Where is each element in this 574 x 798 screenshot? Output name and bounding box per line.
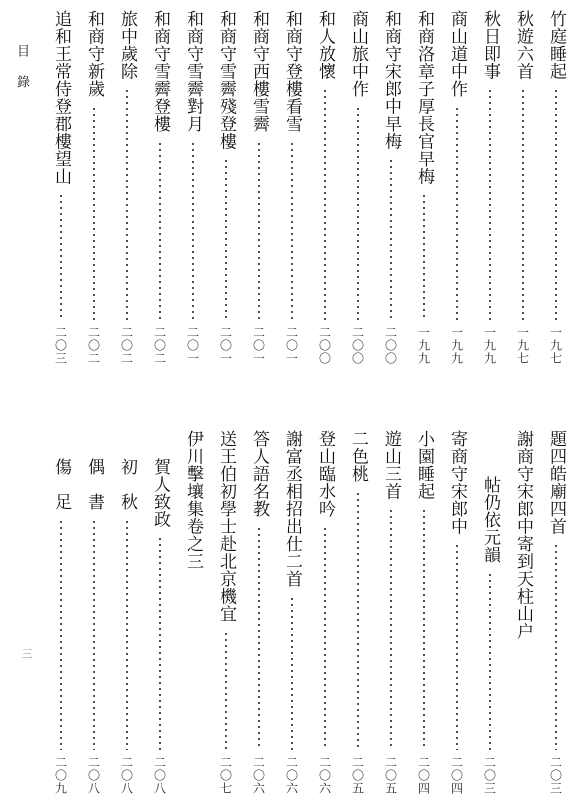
toc-entry-column <box>374 8 407 368</box>
toc-entry-page: 二〇一 <box>251 326 266 365</box>
toc-entry-page: 二〇三 <box>482 756 497 795</box>
toc-entry-title: 送王伯初學士赴北京機宜 <box>216 430 236 623</box>
toc-entry-column <box>341 428 374 796</box>
toc-entry-title: 登山臨水吟 <box>315 430 335 518</box>
toc-entry-column <box>242 428 275 796</box>
toc-entry-page: 二〇五 <box>383 756 398 795</box>
dot-leader <box>555 88 557 320</box>
dot-leader <box>192 141 194 321</box>
toc-entry[interactable] <box>176 428 209 796</box>
toc-entry-page: 二〇三 <box>548 756 563 795</box>
toc-entry-title: 和商守雪霽殘登樓 <box>216 10 236 150</box>
toc-entry[interactable] <box>242 8 275 368</box>
toc-entry[interactable] <box>506 428 539 796</box>
toc-entry[interactable] <box>308 428 341 796</box>
toc-entry[interactable] <box>143 8 176 368</box>
toc-entry-column <box>341 8 374 368</box>
toc-entry-page: 二〇六 <box>251 756 266 795</box>
toc-entry-title: 商山道中作 <box>447 10 467 98</box>
dot-leader <box>225 631 227 751</box>
toc-entry-column <box>506 428 539 796</box>
toc-entry-column <box>77 428 110 796</box>
toc-entry-page: 二〇三 <box>53 326 68 365</box>
toc-entry[interactable] <box>110 428 143 796</box>
toc-entry-title: 謝商守宋郎中寄到天柱山户 <box>513 430 533 640</box>
dot-leader <box>423 508 425 750</box>
toc-entry-title: 小園睡起 <box>414 430 434 500</box>
toc-entry-title: 帖仍依元韻 <box>480 476 500 564</box>
toc-entry-title: 謝富丞相招出仕二首 <box>282 430 302 588</box>
dot-leader <box>456 106 458 321</box>
toc-entry[interactable] <box>374 8 407 368</box>
toc-entry[interactable] <box>539 8 572 368</box>
dot-leader <box>291 596 293 751</box>
toc-entry-title: 和商守宋郎中早梅 <box>381 10 401 150</box>
toc-entry-page: 一九九 <box>416 326 431 365</box>
toc-entry-column <box>110 428 143 796</box>
toc-entry-title: 遊山三首 <box>381 430 401 500</box>
toc-entry-title: 偶 書 <box>84 458 104 511</box>
toc-entry-page: 二〇一 <box>185 326 200 365</box>
toc-entry-page: 二〇二 <box>86 326 101 365</box>
toc-entry-title: 秋遊六首 <box>513 10 533 80</box>
toc-entry-page: 二〇一 <box>218 326 233 365</box>
toc-entry[interactable] <box>308 8 341 368</box>
toc-entry-title: 題四皓廟四首 <box>546 430 566 535</box>
toc-entry-column <box>374 428 407 796</box>
dot-leader <box>489 572 491 751</box>
dot-leader <box>456 543 458 750</box>
toc-entry-title: 和商守新歲 <box>84 10 104 98</box>
toc-entry-page: 二〇八 <box>86 756 101 795</box>
toc-entry[interactable] <box>473 428 506 796</box>
toc-entry-title: 追和王常侍登郡樓望山 <box>51 10 71 185</box>
toc-entry-column <box>77 8 110 368</box>
toc-entry-column <box>275 8 308 368</box>
toc-entry-column <box>176 428 209 796</box>
toc-entry-column <box>308 8 341 368</box>
toc-entry-page: 二〇五 <box>350 756 365 795</box>
dot-leader <box>60 519 62 751</box>
toc-entry-title: 賀人致政 <box>150 458 170 528</box>
toc-entry-page: 一九九 <box>449 326 464 365</box>
dot-leader <box>357 491 359 751</box>
toc-entry-column <box>473 8 506 368</box>
toc-entry[interactable] <box>44 8 77 368</box>
dot-leader <box>159 536 161 750</box>
page-number: 三 <box>20 648 33 659</box>
toc-entry[interactable] <box>77 8 110 368</box>
toc-entry-title: 秋日即事 <box>480 10 500 80</box>
toc-entry[interactable] <box>209 428 242 796</box>
dot-leader <box>522 88 524 320</box>
toc-entry-column <box>44 8 77 368</box>
toc-entry-column <box>209 428 242 796</box>
running-header: 目錄 <box>14 44 29 106</box>
toc-entry-column <box>242 8 275 368</box>
dot-leader <box>423 193 425 320</box>
toc-entry-page: 二〇二 <box>152 326 167 365</box>
toc-entry[interactable] <box>176 8 209 368</box>
toc-bottom-section <box>52 428 572 796</box>
toc-entry-title: 商山旅中作 <box>348 10 368 98</box>
toc-entry-page: 二〇九 <box>53 756 68 795</box>
dot-leader <box>126 88 128 320</box>
toc-entry-page: 一九七 <box>515 326 530 365</box>
toc-entry-title: 竹庭睡起 <box>546 10 566 80</box>
dot-leader <box>390 508 392 750</box>
toc-entry-page: 二〇六 <box>317 756 332 795</box>
toc-entry-column <box>440 428 473 796</box>
toc-entry[interactable] <box>77 428 110 796</box>
toc-entry[interactable] <box>44 428 77 796</box>
toc-entry-title: 和商守登樓看雪 <box>282 10 302 133</box>
toc-entry-page: 二〇〇 <box>350 326 365 365</box>
toc-entry[interactable] <box>407 8 440 368</box>
toc-entry[interactable] <box>440 428 473 796</box>
dot-leader <box>291 141 293 321</box>
volume-heading: 伊川擊壤集卷之三 <box>183 430 203 570</box>
dot-leader <box>258 526 260 751</box>
dot-leader <box>324 88 326 320</box>
dot-leader <box>324 526 326 751</box>
toc-entry-title: 傷 足 <box>51 458 71 511</box>
toc-entry-page: 二〇八 <box>152 756 167 795</box>
dot-leader <box>93 519 95 751</box>
toc-entry-column <box>275 428 308 796</box>
dot-leader <box>126 519 128 751</box>
toc-entry[interactable] <box>242 428 275 796</box>
toc-entry[interactable] <box>341 8 374 368</box>
toc-entry-column <box>407 8 440 368</box>
toc-entry-page: 二〇四 <box>416 756 431 795</box>
toc-entry-page: 二〇七 <box>218 756 233 795</box>
toc-entry-title: 旅中歲除 <box>117 10 137 80</box>
toc-entry[interactable] <box>275 8 308 368</box>
toc-entry-column <box>539 8 572 368</box>
toc-entry-page: 二〇一 <box>284 326 299 365</box>
toc-entry-column <box>176 8 209 368</box>
toc-entry-page: 二〇二 <box>119 326 134 365</box>
toc-top-section <box>52 8 572 368</box>
toc-entry[interactable] <box>110 8 143 368</box>
toc-entry[interactable] <box>275 428 308 796</box>
toc-entry-title: 寄商守宋郎中 <box>447 430 467 535</box>
toc-entry-page: 二〇八 <box>119 756 134 795</box>
toc-entry-column <box>110 8 143 368</box>
toc-entry-title: 答人語名教 <box>249 430 269 518</box>
toc-entry-title: 和商守西樓雪霽 <box>249 10 269 133</box>
dot-leader <box>390 158 392 320</box>
toc-entry[interactable] <box>143 428 176 796</box>
toc-entry-page: 二〇〇 <box>383 326 398 365</box>
toc-entry-column <box>44 428 77 796</box>
toc-entry-column <box>143 428 176 796</box>
toc-entry-column <box>209 8 242 368</box>
toc-entry-page: 一九七 <box>548 326 563 365</box>
toc-entry-column <box>539 428 572 796</box>
toc-entry[interactable] <box>440 8 473 368</box>
dot-leader <box>60 193 62 320</box>
toc-entry-page: 二〇六 <box>284 756 299 795</box>
dot-leader <box>555 543 557 750</box>
toc-entry-page: 二〇〇 <box>317 326 332 365</box>
dot-leader <box>159 141 161 321</box>
dot-leader <box>93 106 95 321</box>
dot-leader <box>489 88 491 320</box>
dot-leader <box>357 106 359 321</box>
toc-entry[interactable] <box>341 428 374 796</box>
toc-entry-title: 和商守雪霽對月 <box>183 10 203 133</box>
toc-entry-page: 二〇四 <box>449 756 464 795</box>
toc-entry-column <box>506 8 539 368</box>
toc-entry-title: 和人放懷 <box>315 10 335 80</box>
toc-entry-title: 初 秋 <box>117 458 137 511</box>
toc-entry[interactable] <box>209 8 242 368</box>
toc-entry-title: 和商洛章子厚長官早梅 <box>414 10 434 185</box>
toc-entry-column <box>473 428 506 796</box>
toc-entry[interactable] <box>473 8 506 368</box>
toc-entry-column <box>407 428 440 796</box>
toc-entry[interactable] <box>539 428 572 796</box>
dot-leader <box>225 158 227 320</box>
toc-entry[interactable] <box>374 428 407 796</box>
toc-entry-title: 和商守雪霽登樓 <box>150 10 170 133</box>
toc-entry-page: 一九九 <box>482 326 497 365</box>
toc-entry[interactable] <box>506 8 539 368</box>
dot-leader <box>258 141 260 321</box>
toc-entry[interactable] <box>407 428 440 796</box>
toc-entry-column <box>308 428 341 796</box>
toc-entry-column <box>440 8 473 368</box>
toc-entry-column <box>143 8 176 368</box>
toc-entry-title: 二色桃 <box>348 430 368 483</box>
